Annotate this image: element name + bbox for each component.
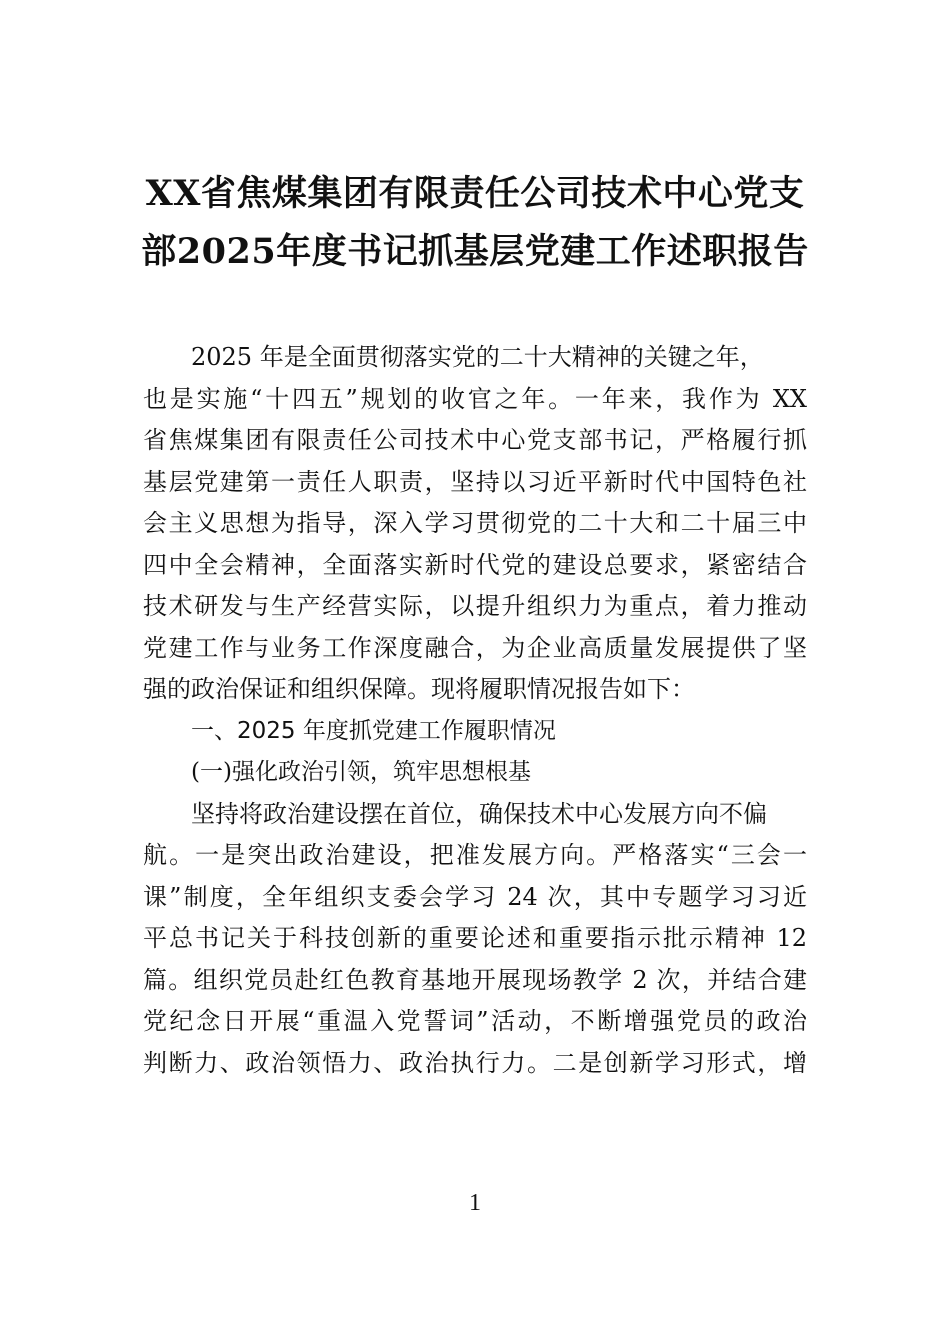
para1-line-1: 坚持将政治建设摆在首位，确保技术中心发展方向不偏: [191, 799, 767, 828]
title-line-2: 部2025年度书记抓基层党建工作述职报告: [141, 231, 809, 272]
para1-line-4: 平总书记关于科技创新的重要论述和重要指示批示精神 12: [143, 924, 807, 952]
title-line-1: XX省焦煤集团有限责任公司技术中心党支: [145, 173, 805, 214]
intro-line-6: 四中全会精神，全面落实新时代党的建设总要求，紧密结合: [143, 550, 807, 579]
para1-line-6: 党纪念日开展“重温入党誓词”活动，不断增强党员的政治: [143, 1007, 807, 1035]
para1-line-2: 航。一是突出政治建设，把准发展方向。严格落实“三会一: [143, 841, 807, 869]
para1-line-3: 课”制度，全年组织支委会学习 24 次，其中专题学习习近: [143, 882, 807, 911]
intro-line-5: 会主义思想为指导，深入学习贯彻党的二十大和二十届三中: [143, 509, 807, 537]
section-heading-1: 一、2025 年度抓党建工作履职情况: [191, 717, 556, 744]
intro-line-1: 2025 年是全面贯彻落实党的二十大精神的关键之年，: [191, 343, 764, 371]
para1-line-7: 判断力、政治领悟力、政治执行力。二是创新学习形式，增: [143, 1048, 807, 1077]
para1-line-5: 篇。组织党员赴红色教育基地开展现场教学 2 次，并结合建: [143, 965, 807, 994]
intro-line-9: 强的政治保证和组织保障。现将履职情况报告如下：: [143, 675, 695, 703]
subsection-heading-1: (一)强化政治引领，筑牢思想根基: [191, 759, 531, 785]
page-number: 1: [469, 1190, 481, 1216]
intro-line-3: 省焦煤集团有限责任公司技术中心党支部书记，严格履行抓: [143, 426, 807, 454]
document-body: [143, 337, 807, 1084]
document-title: [140, 165, 810, 281]
intro-line-2: 也是实施“十四五”规划的收官之年。一年来，我作为 XX: [143, 384, 807, 413]
intro-line-8: 党建工作与业务工作深度融合，为企业高质量发展提供了坚: [143, 633, 807, 662]
intro-line-4: 基层党建第一责任人职责，坚持以习近平新时代中国特色社: [143, 467, 807, 496]
intro-line-7: 技术研发与生产经营实际，以提升组织力为重点，着力推动: [143, 592, 807, 620]
